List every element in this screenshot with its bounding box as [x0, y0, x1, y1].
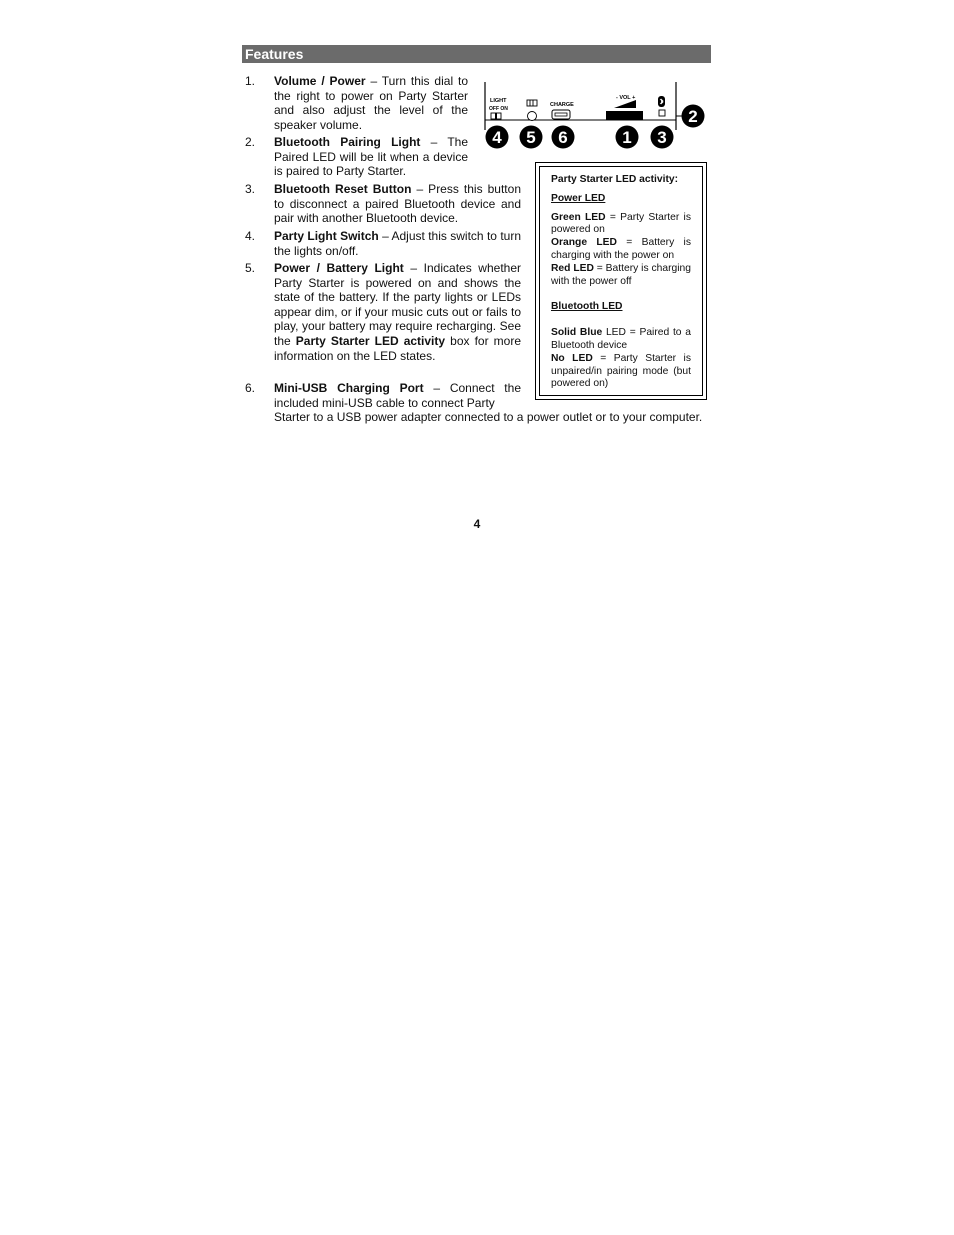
led-box-content: [551, 174, 691, 391]
item-text: – Connect the included mini-USB cable to connect Party: [274, 381, 521, 410]
item-body: [274, 74, 468, 132]
led-entry-text: LED = Paired to a Bluetooth device: [551, 327, 691, 351]
bt-reset-button-icon: [659, 110, 665, 116]
item-number: 1.: [245, 74, 256, 88]
item-text: – Press this button to disconnect a paired Bluetooth device and pair with another Bluetooth device.: [274, 182, 521, 226]
led-entry-text: = Battery is charging with the power on: [551, 237, 691, 261]
led-entry-solid-blue: [551, 327, 691, 353]
item-number: 5.: [245, 261, 256, 275]
item-body: [274, 381, 521, 410]
item-body: [274, 261, 521, 363]
item-text-full-width: Starter to a USB power adapter connected to a power outlet or to your computer.: [274, 410, 703, 424]
led-entry-text: = Party Starter is unpaired/in pairing mode (but powered on): [551, 352, 691, 390]
item-text: – The Paired LED will be lit when a device is paired to Party Starter.: [274, 135, 468, 179]
led-entry-label: Orange LED: [551, 237, 617, 249]
item-text: – Turn this dial to the right to power on Party Starter and also adjust the level of the speaker volume.: [274, 74, 469, 132]
item-text-continued: box for more information on the LED states.: [274, 333, 521, 363]
item-title: Volume / Power: [274, 74, 366, 88]
callout-3: [651, 126, 674, 149]
item-text: – Indicates whether Party Starter is powered on and shows the state of the battery. If the party lights or LEDs appear dim, or if your music cuts out or fails to play, your battery may require recharging. See the: [274, 261, 521, 348]
item-body: [274, 182, 521, 226]
callout-2: [682, 105, 705, 128]
item-title: Mini-USB Charging Port: [274, 381, 424, 395]
item-body: [274, 135, 468, 179]
led-box-heading: Party Starter LED activity:: [551, 174, 679, 185]
page-number: 4: [473, 517, 481, 531]
item-title: Party Light Switch: [274, 229, 379, 243]
control-panel-diagram: [476, 78, 708, 154]
callout-1: [616, 126, 639, 149]
item-number: 2.: [245, 135, 256, 149]
led-box-reference: Party Starter LED activity: [295, 333, 446, 348]
callout-6: [552, 126, 575, 149]
svg-text:6: 6: [558, 128, 568, 147]
battery-icon: [527, 100, 537, 106]
led-entry-red: [551, 263, 691, 289]
volume-ramp-icon: [614, 100, 636, 108]
light-label: LIGHT: [490, 98, 507, 104]
led-entry-label: No LED: [551, 352, 593, 364]
item-body: [274, 229, 521, 258]
item-title: Bluetooth Reset Button: [274, 182, 412, 196]
off-on-label: OFF ON: [489, 106, 508, 112]
led-entry-orange: [551, 237, 691, 263]
item-number: 6.: [245, 381, 256, 395]
item-number: 3.: [245, 182, 256, 196]
svg-text:4: 4: [492, 128, 502, 147]
item-title: Bluetooth Pairing Light: [274, 135, 421, 149]
led-entry-label: Solid Blue: [551, 327, 603, 339]
led-entry-text: = Party Starter is powered on: [551, 211, 691, 236]
vol-label: - VOL +: [616, 95, 636, 101]
power-led-icon: [528, 112, 537, 121]
bluetooth-led-heading: Bluetooth LED: [551, 301, 623, 313]
item-title: Power / Battery Light: [274, 261, 404, 275]
led-entry-green: [551, 212, 691, 238]
svg-text:3: 3: [657, 128, 667, 147]
item-number: 4.: [245, 229, 256, 243]
item-text: – Adjust this switch to turn the lights on/off.: [274, 229, 521, 258]
volume-dial-icon: [606, 111, 643, 120]
svg-text:1: 1: [622, 128, 632, 147]
power-led-heading: Power LED: [551, 192, 606, 204]
charge-label: CHARGE: [550, 102, 574, 108]
svg-text:2: 2: [688, 107, 698, 126]
section-title: Features: [242, 45, 711, 63]
led-entry-text: = Battery is charging with the power off: [551, 262, 691, 287]
callout-5: [520, 126, 543, 149]
led-entry-label: Red LED: [551, 262, 594, 274]
led-entry-label: Green LED: [551, 211, 606, 223]
callout-4: [486, 126, 509, 149]
led-entry-no-led: [551, 353, 691, 391]
svg-text:5: 5: [526, 128, 536, 147]
led-activity-box: [535, 162, 707, 400]
